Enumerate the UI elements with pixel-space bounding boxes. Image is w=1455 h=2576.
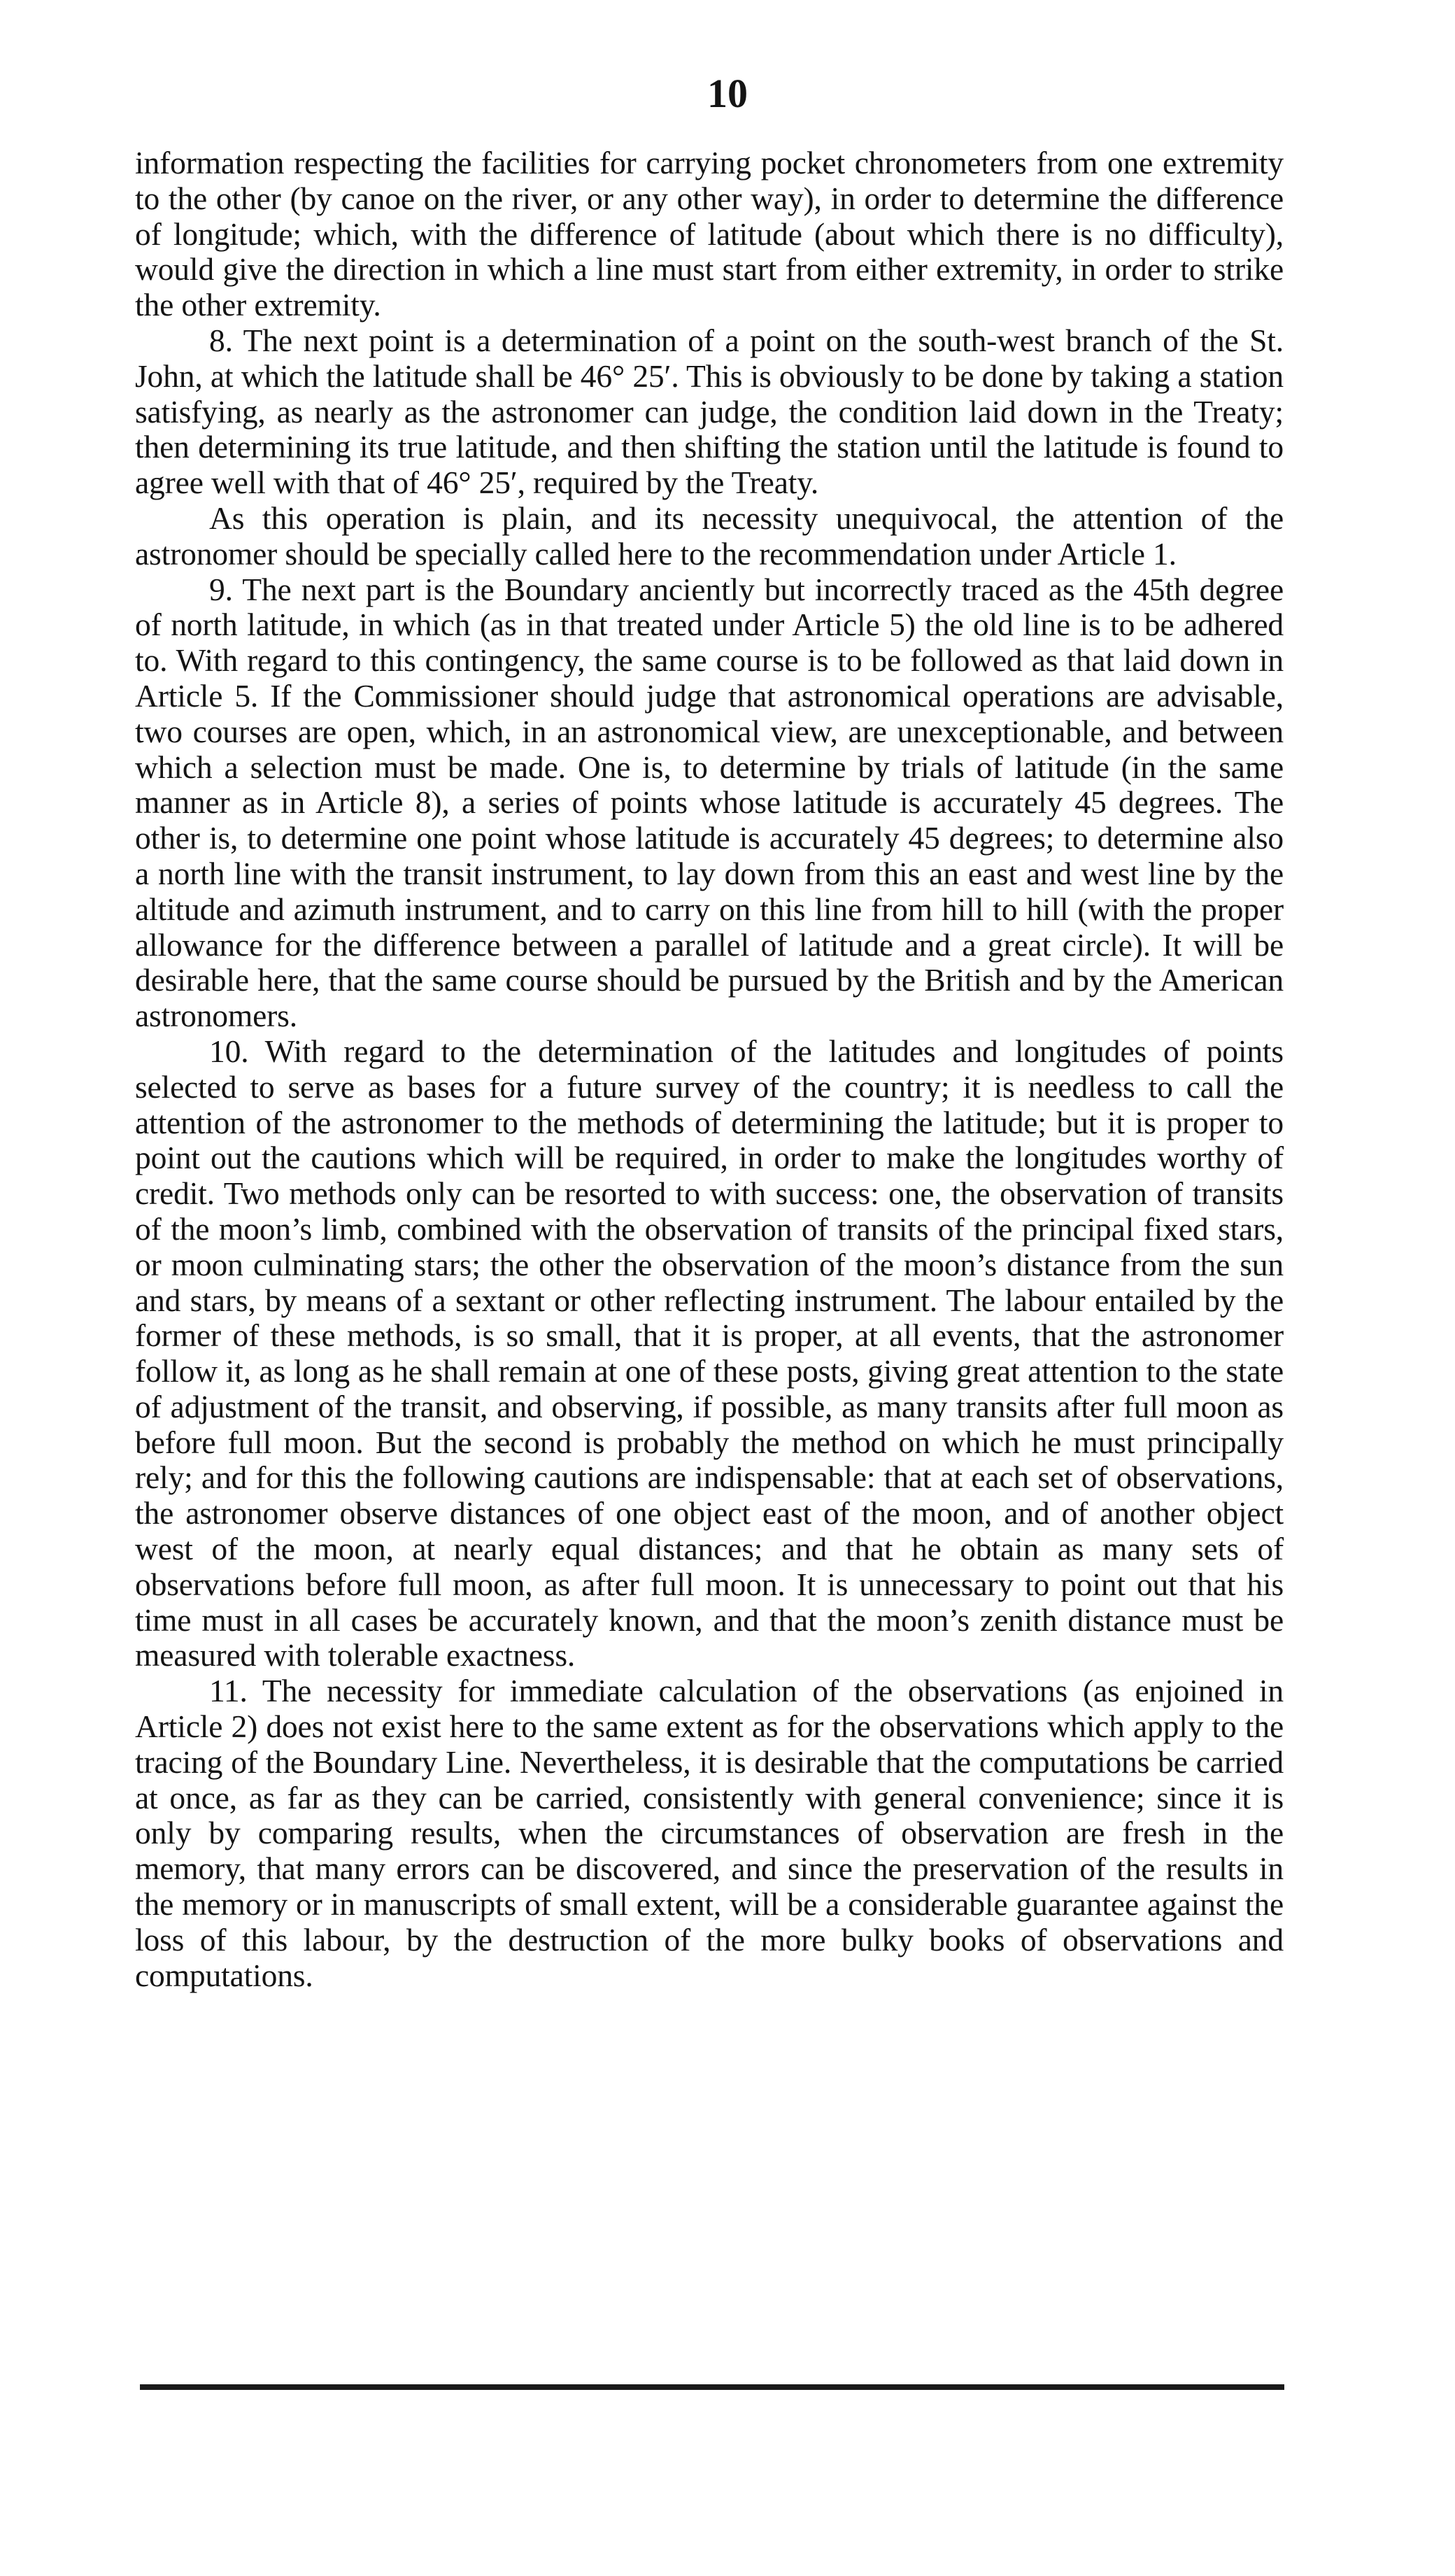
footer-rule	[140, 2384, 1284, 2390]
body-text	[135, 146, 1284, 1993]
page-number: 10	[707, 71, 748, 116]
paragraph-article-8: 8. The next point is a determination of a point on the south-west branch of the St. John, at which the latitude shall be 46° 25′. This is obviously to be done by taking a station satisfying, as nearly as the astronomer can judge, the condition laid down in the Treaty; then determining its true latitude, and then shifting the station until the latitude is found to agree well with that of 46° 25′, required by the Treaty.	[135, 322, 1284, 501]
paragraph-article-9: 9. The next part is the Boundary anciently but incorrectly traced as the 45th degree of north latitude, in which (as in that treated under Article 5) the old line is to be adhered to. With regard to this contingency, the same course is to be followed as that laid down in Article 5. If the Commissioner should judge that astronomical operations are advisable, two courses are open, which, in an astronomical view, are unexceptionable, and between which a selection must be made. One is, to determine by trials of latitude (in the same manner as in Article 8), a series of points whose latitude is accurately 45 degrees. The other is, to determine one point whose latitude is accurately 45 degrees; to determine also a north line with the transit instrument, to lay down from this an east and west line by the altitude and azimuth instrument, and to carry on this line from hill to hill (with the proper allowance for the difference between a parallel of latitude and a great circle). It will be desirable here, that the same course should be pursued by the British and by the American astronomers.	[135, 571, 1284, 1034]
paragraph-article-8-note: As this operation is plain, and its necessity unequivocal, the attention of the astronomer should be specially called here to the recommendation under Article 1.	[135, 500, 1284, 572]
paragraph-article-10: 10. With regard to the determination of the latitudes and longitudes of points selected to serve as bases for a future survey of the country; it is needless to call the attention of the astronomer to the methods of determining the latitude; but it is proper to point out the cautions which will be required, in order to make the longitudes worthy of credit. Two methods only can be resorted to with success: one, the observation of transits of the moon’s limb, combined with the observation of transits of the principal fixed stars, or moon culminating stars; the other the observation of the moon’s distance from the sun and stars, by means of a sextant or other reflecting instrument. The labour entailed by the former of these methods, is so small, that it is proper, at all events, that the astronomer follow it, as long as he shall remain at one of these posts, giving great attention to the state of adjustment of the transit, and observing, if possible, as many transits after full moon as before full moon. But the second is probably the method on which he must principally rely; and for this the following cautions are indispensable: that at each set of observations, the astronomer observe distances of one object east of the moon, and of another object west of the moon, at nearly equal distances; and that he obtain as many sets of observations before full moon, as after full moon. It is unnecessary to point out that his time must in all cases be accurately known, and that the moon’s zenith distance must be measured with tolerable exactness.	[135, 1033, 1284, 1673]
paragraph-article-11: 11. The necessity for immediate calculation of the observations (as enjoined in Article 2) does not exist here to the same extent as for the observations which apply to the tracing of the Boundary Line. Nevertheless, it is desirable that the computations be carried at once, as far as they can be carried, consistently with general convenience; since it is only by comparing results, when the circumstances of observation are fresh in the memory, that many errors can be discovered, and since the preservation of the results in the memory or in manuscripts of small extent, will be a considerable guarantee against the loss of this labour, by the destruction of the more bulky books of observations and computations.	[135, 1673, 1284, 1993]
paragraph-continuation: information respecting the facilities for carrying pocket chronometers from one extremity to the other (by canoe on the river, or any other way), in order to determine the difference of longitude; which, with the difference of latitude (about which there is no difficulty), would give the direction in which a line must start from either extremity, in order to strike the other extremity.	[135, 145, 1284, 323]
